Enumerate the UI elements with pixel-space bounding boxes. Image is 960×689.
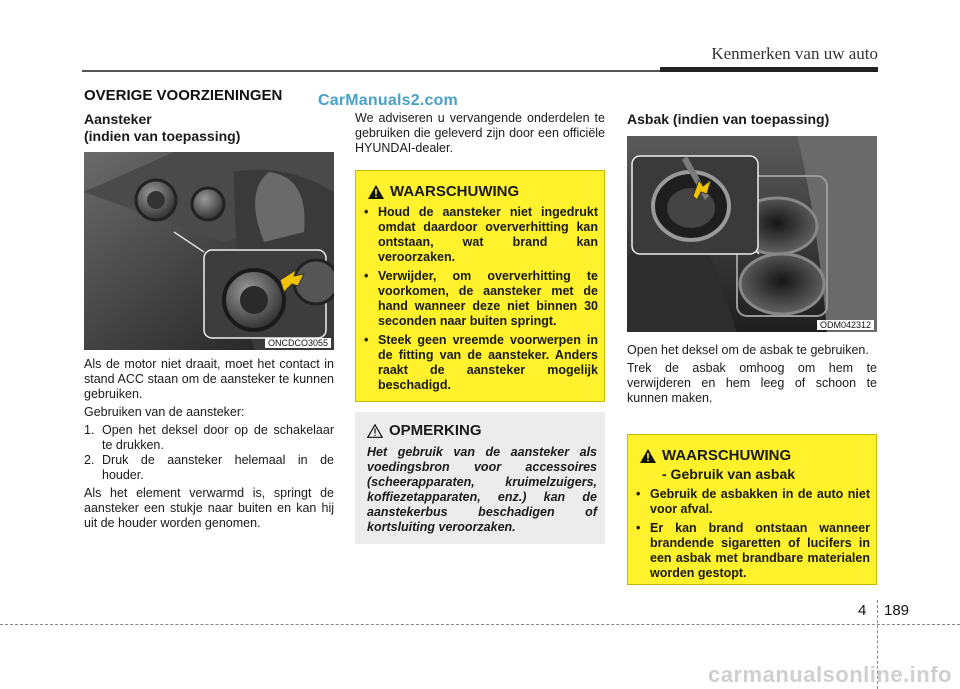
ashtray-heading: Asbak (indien van toepassing) xyxy=(627,111,830,127)
lighter-usage-intro: Gebruiken van de aansteker: xyxy=(84,405,245,419)
note-title-text: OPMERKING xyxy=(389,422,482,439)
step-text: Open het deksel door op de schakelaar te drukken. xyxy=(102,423,334,452)
caution-triangle-icon xyxy=(367,424,383,438)
note-title xyxy=(367,422,482,439)
ashtray-photo xyxy=(627,136,877,332)
warning-item: • Er kan brand ontstaan wanneer brandende sigaretten of lucifers in een asbak met brandbare materialen worden gestopt. xyxy=(636,521,870,580)
lighter-note-box xyxy=(355,412,605,544)
ashtray-warning-list xyxy=(636,487,870,585)
step-number: 2. xyxy=(84,453,95,467)
lighter-instructions xyxy=(84,357,334,534)
lighter-paragraph-eject: Als het element verwarmd is, springt de aansteker een stukje naar buiten en kan hij uit de houder worden genomen. xyxy=(84,486,334,530)
watermark-top[interactable]: CarManuals2.com xyxy=(318,92,458,109)
warning-item: • Verwijder, om oververhitting te voorkomen, de aansteker met de hand wanneer deze niet binnen 30 seconden naar buiten springt. xyxy=(364,269,598,328)
ashtray-paragraph-remove: Trek de asbak omhoog om hem te verwijderen en hem leeg of schoon te kunnen maken. xyxy=(627,361,877,405)
ashtray-instructions xyxy=(627,343,877,409)
chapter-number: 4 xyxy=(858,602,867,619)
lighter-step xyxy=(84,453,334,483)
step-text: Druk de aansteker helemaal in de houder. xyxy=(102,453,334,482)
warning-triangle-icon xyxy=(640,449,656,463)
warning-triangle-icon xyxy=(368,185,384,199)
warning-item-text: Er kan brand ontstaan wanneer brandende sigaretten of lucifers in een asbak met brandbare materialen worden gestopt. xyxy=(650,521,870,580)
lighter-paragraph-acc: Als de motor niet draait, moet het contact in stand ACC staan om de aansteker te kunnen gebruiken. xyxy=(84,357,334,401)
footer-rule xyxy=(0,624,960,625)
watermark-bottom[interactable]: carmanualsonline.info xyxy=(708,662,952,687)
warning-title-text: WAARSCHUWING xyxy=(390,183,520,200)
warning-title xyxy=(368,183,519,200)
step-number: 1. xyxy=(84,423,95,437)
lighter-photo-caption: ONCDCO3055 xyxy=(265,338,331,348)
ashtray-paragraph-open: Open het deksel om de asbak te gebruiken. xyxy=(627,343,869,357)
lighter-warning-box xyxy=(355,170,605,402)
warning-subtitle: - Gebruik van asbak xyxy=(662,466,796,482)
lighter-heading: Aansteker (indien van toepassing) xyxy=(84,111,241,144)
warning-item: • Steek geen vreemde voorwerpen in de fitting van de aansteker. Anders raakt de aansteker mogelijk beschadigd. xyxy=(364,333,598,392)
warning-item-text: Houd de aansteker niet ingedrukt omdat daardoor oververhitting kan ontstaan, wat brand kan veroorzaken. xyxy=(378,205,598,264)
ashtray-photo-caption: ODM042312 xyxy=(817,320,874,330)
section-title: OVERIGE VOORZIENINGEN xyxy=(84,87,283,104)
chapter-title: Kenmerken van uw auto xyxy=(711,44,878,63)
warning-item: • Gebruik de asbakken in de auto niet voor afval. xyxy=(636,487,870,516)
lighter-step xyxy=(84,423,334,453)
lighter-photo xyxy=(84,152,334,350)
page-number: 189 xyxy=(884,602,910,619)
warning-item-text: Steek geen vreemde voorwerpen in de fitting van de aansteker. Anders raakt de aansteker mogelijk beschadigd. xyxy=(378,333,598,392)
dealer-advice: We adviseren u vervangende onderdelen te gebruiken die geleverd zijn door een officiële HYUNDAI-dealer. xyxy=(355,111,605,155)
lighter-warning-list xyxy=(364,205,598,397)
warning-item-text: Gebruik de asbakken in de auto niet voor afval. xyxy=(650,487,870,516)
header-rule-accent xyxy=(660,67,878,72)
warning-item-text: Verwijder, om oververhitting te voorkomen, de aansteker met de hand wanneer deze niet binnen 30 seconden naar buiten springt. xyxy=(378,269,598,328)
warning-item: • Houd de aansteker niet ingedrukt omdat daardoor oververhitting kan ontstaan, wat brand kan veroorzaken. xyxy=(364,205,598,264)
note-text: Het gebruik van de aansteker als voedingsbron voor accessoires (scheerapparaten, kruimelzuigers, koffiezetapparaten, enz.) kan de aanstekerbus beschadigen of kortsluiting veroorzaken. xyxy=(367,445,597,534)
warning-title-text: WAARSCHUWING xyxy=(662,447,792,464)
warning-title xyxy=(640,447,791,464)
ashtray-warning-box xyxy=(627,434,877,585)
header-rule xyxy=(82,70,660,72)
